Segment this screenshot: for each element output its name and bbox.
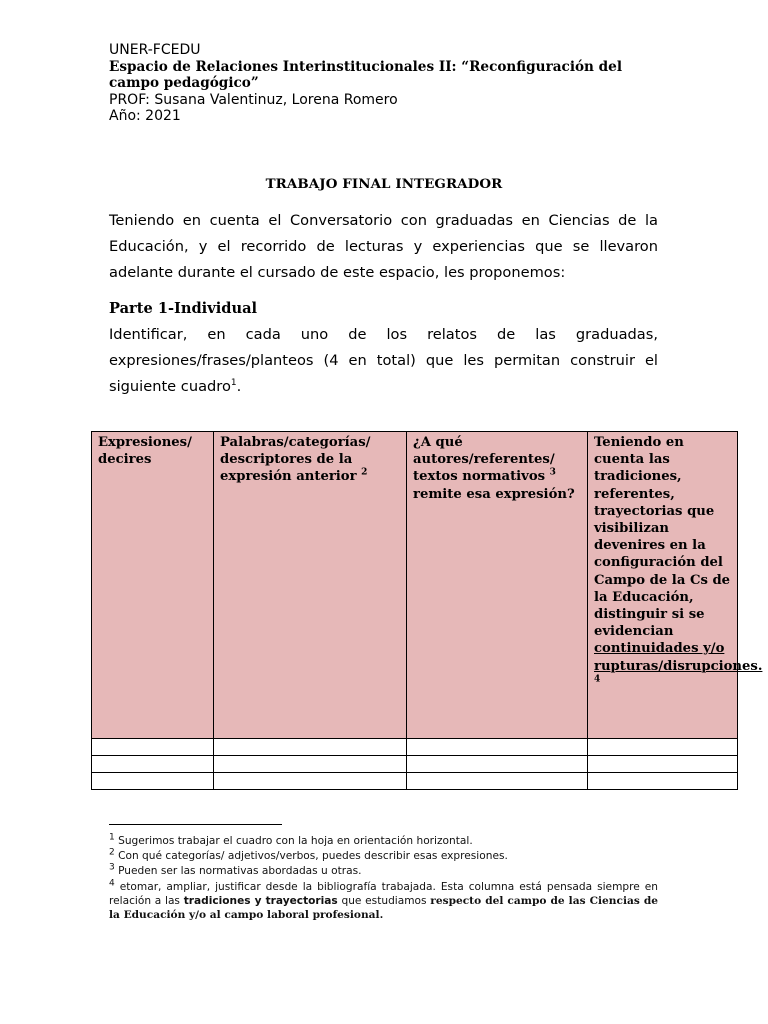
table-cell[interactable] <box>214 739 407 756</box>
footnote-text: Con qué categorías/ adjetivos/verbos, puedes describir esas expresiones. <box>114 850 508 863</box>
course-line-2: campo pedagógico” <box>109 75 259 91</box>
intro-paragraph <box>109 208 658 286</box>
footnote-ref-3[interactable]: 3 <box>549 468 556 479</box>
footnote-4 <box>109 880 658 922</box>
footnote-text: que estudiamos <box>337 894 431 907</box>
table-cell[interactable] <box>407 773 588 790</box>
table-row <box>92 739 738 756</box>
footnote-mark: 2 <box>109 847 115 858</box>
footnote-ref-1[interactable]: 1 <box>230 378 237 389</box>
table-cell[interactable] <box>407 756 588 773</box>
intro-line: Teniendo en cuenta el Conversatorio con graduadas en Ciencias de la <box>109 212 658 229</box>
part1-line-end: . <box>236 378 242 395</box>
institution-line: UNER-FCEDU <box>109 42 201 58</box>
part1-line-last <box>109 374 658 400</box>
header-cell-autores <box>407 432 588 739</box>
table-cell[interactable] <box>92 773 214 790</box>
part1-paragraph <box>109 322 658 400</box>
footnote-bold-text: respecto del campo de las Ciencias de la Educación y/o al campo laboral profesional. <box>109 894 658 921</box>
table-cell[interactable] <box>92 756 214 773</box>
header-text: Palabras/categorías/ descriptores de la expresión anterior <box>220 435 371 485</box>
year-line: Año: 2021 <box>109 108 181 124</box>
footnote-mark: 1 <box>109 832 115 843</box>
table-cell[interactable] <box>588 756 738 773</box>
footnote-divider <box>109 824 282 825</box>
footnote-ref-2[interactable]: 2 <box>361 468 368 479</box>
table-cell[interactable] <box>214 773 407 790</box>
footnote-text: Sugerimos trabajar el cuadro con la hoja en orientación horizontal. <box>114 835 473 847</box>
table-cell[interactable] <box>588 739 738 756</box>
part1-line-text: siguiente cuadro <box>109 378 231 395</box>
intro-line: adelante durante el cursado de este espacio, les proponemos: <box>109 264 566 281</box>
table-row <box>92 756 738 773</box>
header-text: Expresiones/ decires <box>98 435 192 468</box>
header-cell-tradiciones <box>588 432 763 739</box>
intro-line: Educación, y el recorrido de lecturas y experiencias que se llevaron <box>109 238 658 255</box>
part1-line: Identificar, en cada uno de los relatos de las graduadas, <box>109 326 658 343</box>
footnote-mark: 4 <box>109 878 115 889</box>
footnote-mark: 3 <box>109 862 115 873</box>
document-header <box>109 42 649 125</box>
table-header-row <box>92 432 738 739</box>
footnotes <box>109 834 658 922</box>
header-text: remite esa expresión? <box>413 486 575 502</box>
footnote-3 <box>109 864 658 879</box>
table-cell[interactable] <box>407 739 588 756</box>
footnote-text: etomar, ampliar, justificar desde la bibliografía trabajada. Esta columna está pensada siempre en relación a las <box>109 880 658 907</box>
part1-title: Parte 1-Individual <box>109 300 258 317</box>
table-cell[interactable] <box>92 739 214 756</box>
table-cell[interactable] <box>588 773 738 790</box>
professors-line: PROF: Susana Valentinuz, Lorena Romero <box>109 91 398 108</box>
document-title: TRABAJO FINAL INTEGRADOR <box>265 176 503 192</box>
footnote-bold-text: tradiciones y trayectorias <box>183 894 338 907</box>
footnote-ref-4[interactable]: 4 <box>594 674 601 685</box>
header-text: Teniendo en cuenta las tradiciones, referentes, trayectorias que visibilizan devenires en la configuración del Campo de la Cs de la Educación, distinguir si se evidencian <box>594 435 731 640</box>
header-cell-palabras <box>214 432 407 739</box>
integrator-table <box>91 431 763 790</box>
part1-line: expresiones/frases/planteos (4 en total) que les permitan construir el <box>109 352 658 369</box>
header-text: ¿A qué autores/referentes/ textos normativos <box>413 435 555 485</box>
course-line-1: Espacio de Relaciones Interinstitucionales II: “Reconfiguración del <box>109 58 622 75</box>
footnote-1 <box>109 834 658 849</box>
header-underlined-text: continuidades y/o rupturas/disrupciones. <box>594 641 763 674</box>
table-cell[interactable] <box>214 756 407 773</box>
footnote-text: Pueden ser las normativas abordadas u otras. <box>114 865 362 878</box>
header-cell-expresiones <box>92 432 214 739</box>
footnote-2 <box>109 849 658 864</box>
table-row <box>92 773 738 790</box>
